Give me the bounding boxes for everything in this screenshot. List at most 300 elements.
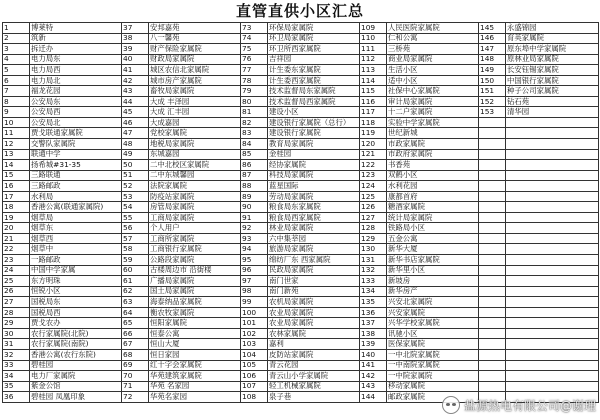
complex-name: 新坡房 (387, 276, 479, 287)
row-number: 83 (241, 128, 268, 139)
complex-name: 林业局家属院 (268, 223, 360, 234)
complex-name: 环卫局家属院 (268, 33, 360, 44)
row-number: 136 (360, 307, 387, 318)
complex-name: 红十字会家属院 (149, 360, 241, 371)
complex-name: 三桥苑 (387, 44, 479, 55)
row-number: 113 (360, 65, 387, 76)
table-row (3, 286, 599, 297)
complex-name: 南门世家 (268, 276, 360, 287)
table-row (3, 65, 599, 76)
row-number: 124 (360, 181, 387, 192)
complex-name (506, 170, 599, 181)
complex-name: 香港公寓(农行东院) (30, 349, 122, 360)
row-number: 71 (122, 381, 149, 392)
complex-name: 海泰纳品家属院 (149, 297, 241, 308)
row-number: 114 (360, 75, 387, 86)
complex-name: 世纪新城 (387, 128, 479, 139)
row-number: 79 (241, 86, 268, 97)
row-number (479, 128, 506, 139)
row-number: 122 (360, 160, 387, 171)
row-number: 68 (122, 349, 149, 360)
complex-name: 环卫所西家属院 (268, 44, 360, 55)
row-number: 131 (360, 255, 387, 266)
row-number (479, 297, 506, 308)
complex-name: 金桂园 (268, 149, 360, 160)
row-number: 82 (241, 117, 268, 128)
row-number: 129 (360, 233, 387, 244)
complex-name: 城区农信北家属院 (149, 65, 241, 76)
row-number: 93 (241, 233, 268, 244)
complex-name: 拆迁办 (30, 44, 122, 55)
row-number: 1 (3, 23, 30, 34)
row-number: 146 (479, 33, 506, 44)
complex-name: 烟草东 (30, 223, 122, 234)
row-number: 66 (122, 328, 149, 339)
row-number: 3 (3, 44, 30, 55)
complex-name: 农行家属院(南院) (30, 339, 122, 350)
complex-name: 广播局家属院 (149, 276, 241, 287)
complex-name: 财政局家属院 (149, 54, 241, 65)
complex-name: 古楼周边市 沿街楼 (149, 265, 241, 276)
complex-name (506, 307, 599, 318)
complex-name (506, 349, 599, 360)
complex-list-table (2, 22, 599, 403)
complex-name: 吉祥园 (268, 54, 360, 65)
row-number: 101 (241, 318, 268, 329)
row-number: 140 (360, 349, 387, 360)
table-row (3, 244, 599, 255)
complex-name: 华苑建筑家属院 (149, 371, 241, 382)
table-row (3, 339, 599, 350)
row-number: 55 (122, 212, 149, 223)
row-number: 49 (122, 149, 149, 160)
row-number (479, 149, 506, 160)
complex-name: 一中院家属院 (387, 371, 479, 382)
row-number: 123 (360, 170, 387, 181)
row-number: 97 (241, 276, 268, 287)
row-number: 104 (241, 349, 268, 360)
complex-name: 工商局家属院 (149, 212, 241, 223)
table-row (3, 307, 599, 318)
complex-name: 农行家属院(北院) (30, 328, 122, 339)
complex-name: 康都首府 (387, 191, 479, 202)
table-row (3, 181, 599, 192)
complex-name: 六中集莘园 (268, 233, 360, 244)
complex-name: 社保中心家属院 (387, 86, 479, 97)
watermark-text: 盐源热电有限公司@谢理 (463, 398, 596, 413)
complex-name: 八一馨苑 (149, 33, 241, 44)
complex-name (506, 233, 599, 244)
complex-name: 一路邮政 (30, 255, 122, 266)
complex-name: 青云山小学家属院 (268, 371, 360, 382)
complex-name: 大成嘉园 (149, 117, 241, 128)
complex-name: 粮食局西家属院 (268, 212, 360, 223)
row-number: 50 (122, 160, 149, 171)
complex-name: 安邦嘉苑 (149, 23, 241, 34)
complex-name: 国土局家属院 (149, 286, 241, 297)
row-number: 91 (241, 212, 268, 223)
row-number: 60 (122, 265, 149, 276)
row-number (479, 360, 506, 371)
row-number: 144 (360, 392, 387, 403)
row-number: 59 (122, 255, 149, 266)
row-number: 132 (360, 265, 387, 276)
row-number (479, 255, 506, 266)
complex-name: 商业局家属院 (387, 54, 479, 65)
row-number: 20 (3, 223, 30, 234)
complex-name: 中国银行家属院 (506, 75, 599, 86)
complex-name: 农业局家属院 (268, 318, 360, 329)
table-row (3, 75, 599, 86)
row-number: 43 (122, 86, 149, 97)
row-number: 48 (122, 139, 149, 150)
row-number: 150 (479, 75, 506, 86)
complex-name: 碧桂园 (30, 360, 122, 371)
row-number: 2 (3, 33, 30, 44)
row-number: 34 (3, 371, 30, 382)
complex-name: 南门新苑 (268, 286, 360, 297)
complex-name: 城市房产家属院 (149, 75, 241, 86)
row-number: 94 (241, 244, 268, 255)
complex-name: 三路邮政 (30, 181, 122, 192)
complex-name (506, 318, 599, 329)
complex-name: 农业局家属院 (268, 307, 360, 318)
table-row (3, 44, 599, 55)
row-number: 72 (122, 392, 149, 403)
row-number: 47 (122, 128, 149, 139)
row-number: 24 (3, 265, 30, 276)
complex-name: 恒山大厦 (149, 339, 241, 350)
complex-name: 电力厂家属院 (30, 371, 122, 382)
table-row (3, 54, 599, 65)
complex-name: 环保局家属院 (268, 23, 360, 34)
complex-name: 福龙花园 (30, 86, 122, 97)
row-number (479, 286, 506, 297)
complex-name: 二中东城馨园 (149, 170, 241, 181)
row-number (479, 307, 506, 318)
complex-name: 市政家属院 (387, 139, 479, 150)
complex-name: 地税局家属院 (149, 139, 241, 150)
table-row (3, 202, 599, 213)
table-row (3, 191, 599, 202)
row-number (479, 328, 506, 339)
complex-name: 联通中学 (30, 149, 122, 160)
complex-name (506, 371, 599, 382)
row-number: 14 (3, 160, 30, 171)
row-number: 76 (241, 54, 268, 65)
row-number: 51 (122, 170, 149, 181)
complex-name: 原林业局家属院 (506, 54, 599, 65)
complex-name: 长安钰锡家属院 (506, 65, 599, 76)
row-number: 116 (360, 96, 387, 107)
complex-name: 一中北院家属院 (387, 349, 479, 360)
table-row (3, 381, 599, 392)
complex-name: 恒阳家属院 (149, 318, 241, 329)
row-number: 63 (122, 297, 149, 308)
row-number: 65 (122, 318, 149, 329)
complex-name: 电力局西 (30, 65, 122, 76)
row-number: 86 (241, 160, 268, 171)
row-number: 12 (3, 139, 30, 150)
row-number: 57 (122, 233, 149, 244)
row-number: 27 (3, 297, 30, 308)
table-row (3, 360, 599, 371)
row-number: 25 (3, 276, 30, 287)
complex-name: 三路联通 (30, 170, 122, 181)
row-number (479, 381, 506, 392)
row-number: 147 (479, 44, 506, 55)
row-number (479, 244, 506, 255)
complex-name: 新华房产 (387, 286, 479, 297)
row-number: 53 (122, 191, 149, 202)
row-number: 134 (360, 286, 387, 297)
row-number: 92 (241, 223, 268, 234)
row-number (479, 223, 506, 234)
table-row (3, 328, 599, 339)
complex-name: 计生委东家属院 (268, 65, 360, 76)
table-row (3, 128, 599, 139)
row-number: 127 (360, 212, 387, 223)
complex-name: 育英家属院 (506, 33, 599, 44)
row-number: 58 (122, 244, 149, 255)
row-number: 13 (3, 149, 30, 160)
complex-name: 人民医院家属院 (387, 23, 479, 34)
row-number: 112 (360, 54, 387, 65)
row-number: 78 (241, 75, 268, 86)
complex-name: 市政府家属院 (387, 149, 479, 160)
complex-name: 东城嘉园 (149, 149, 241, 160)
complex-name: 轻工机械家属院 (268, 381, 360, 392)
complex-name (506, 244, 599, 255)
complex-name: 原东埠中学家属院 (506, 44, 599, 55)
complex-name: 旅游局家属院 (268, 244, 360, 255)
row-number: 39 (122, 44, 149, 55)
row-number: 22 (3, 244, 30, 255)
row-number: 121 (360, 149, 387, 160)
row-number: 151 (479, 86, 506, 97)
row-number: 18 (3, 202, 30, 213)
row-number: 100 (241, 307, 268, 318)
row-number: 30 (3, 328, 30, 339)
row-number: 45 (122, 107, 149, 118)
row-number: 16 (3, 181, 30, 192)
row-number: 89 (241, 191, 268, 202)
table-row (3, 86, 599, 97)
complex-name (506, 297, 599, 308)
complex-name (506, 255, 599, 266)
complex-name: 工商银行家属院 (149, 244, 241, 255)
row-number: 152 (479, 96, 506, 107)
row-number: 35 (3, 381, 30, 392)
row-number: 41 (122, 65, 149, 76)
row-number: 117 (360, 107, 387, 118)
row-number: 26 (3, 286, 30, 297)
complex-name: 烟草中 (30, 244, 122, 255)
complex-name: 工商所家属院 (149, 233, 241, 244)
row-number: 98 (241, 286, 268, 297)
row-number (479, 339, 506, 350)
row-number: 29 (3, 318, 30, 329)
row-number (479, 233, 506, 244)
table-row (3, 117, 599, 128)
table-row (3, 139, 599, 150)
row-number: 37 (122, 23, 149, 34)
row-number: 84 (241, 139, 268, 150)
complex-name (506, 117, 599, 128)
complex-name: 贾戈农办 (30, 318, 122, 329)
complex-name: 中国中学家属 (30, 265, 122, 276)
table-row (3, 160, 599, 171)
table-row (3, 223, 599, 234)
complex-name: 实验中学家属院 (387, 117, 479, 128)
row-number: 143 (360, 381, 387, 392)
page-title: 直管直供小区汇总 (235, 2, 364, 20)
complex-name: 扬希城#31-35 (30, 160, 122, 171)
row-number: 38 (122, 33, 149, 44)
row-number: 85 (241, 149, 268, 160)
table-row (3, 371, 599, 382)
complex-name: 房管局家属院 (149, 202, 241, 213)
row-number: 103 (241, 339, 268, 350)
complex-name: 筑新 (30, 33, 122, 44)
complex-name: 医保家属院 (387, 339, 479, 350)
table-row (3, 233, 599, 244)
table-row (3, 297, 599, 308)
row-number: 44 (122, 96, 149, 107)
complex-name: 碧桂园 凤凰印象 (30, 392, 122, 403)
complex-name: 种子公司家属院 (506, 86, 599, 97)
complex-name (506, 139, 599, 150)
complex-name (506, 212, 599, 223)
table-row (3, 23, 599, 34)
table-row (3, 318, 599, 329)
complex-name: 国税局西 (30, 307, 122, 318)
row-number: 61 (122, 276, 149, 287)
complex-name: 二中北校区家属院 (149, 160, 241, 171)
row-number: 7 (3, 86, 30, 97)
wechat-icon (442, 396, 460, 414)
complex-name: 讯驰小区 (387, 328, 479, 339)
complex-name: 畜牧局家属院 (149, 86, 241, 97)
row-number: 10 (3, 117, 30, 128)
row-number: 153 (479, 107, 506, 118)
row-number: 15 (3, 170, 30, 181)
complex-name (506, 160, 599, 171)
complex-name: 经协家属院 (268, 160, 360, 171)
row-number: 21 (3, 233, 30, 244)
row-number: 130 (360, 244, 387, 255)
row-number: 106 (241, 371, 268, 382)
complex-name (506, 181, 599, 192)
complex-name (506, 381, 599, 392)
complex-name: 审计局家属院 (387, 96, 479, 107)
row-number: 75 (241, 44, 268, 55)
complex-name: 香港公寓(联通家属院) (30, 202, 122, 213)
row-number: 118 (360, 117, 387, 128)
row-number: 138 (360, 328, 387, 339)
row-number: 32 (3, 349, 30, 360)
complex-name: 烟草局 (30, 212, 122, 223)
row-number: 31 (3, 339, 30, 350)
row-number: 149 (479, 65, 506, 76)
row-number: 6 (3, 75, 30, 86)
complex-name: 一中南院家属院 (387, 360, 479, 371)
complex-name (506, 360, 599, 371)
complex-name: 公安局东 (30, 96, 122, 107)
row-number: 128 (360, 223, 387, 234)
complex-name: 嘉利 (268, 339, 360, 350)
complex-name: 青云花园 (268, 360, 360, 371)
complex-name: 电力局东 (30, 54, 122, 65)
row-number (479, 212, 506, 223)
table-body (3, 23, 599, 403)
complex-name: 电力局北 (30, 75, 122, 86)
row-number: 133 (360, 276, 387, 287)
complex-name: 个人用户 (149, 223, 241, 234)
row-number: 96 (241, 265, 268, 276)
row-number: 105 (241, 360, 268, 371)
row-number: 67 (122, 339, 149, 350)
complex-name: 紫金公馆 (30, 381, 122, 392)
table-row (3, 33, 599, 44)
complex-name: 大成 丰泽园 (149, 96, 241, 107)
table-row (3, 107, 599, 118)
complex-name: 国税局东 (30, 297, 122, 308)
complex-name: 新华大厦 (387, 244, 479, 255)
complex-name: 双鹤小区 (387, 170, 479, 181)
row-number: 119 (360, 128, 387, 139)
table-row (3, 276, 599, 287)
complex-name: 新华里小区 (387, 265, 479, 276)
complex-name: 教育局家属院 (268, 139, 360, 150)
complex-name: 农林家属院 (268, 328, 360, 339)
row-number: 69 (122, 360, 149, 371)
complex-name: 生活小区 (387, 65, 479, 76)
complex-name: 防疫站家属院 (149, 191, 241, 202)
complex-name: 博莱特 (30, 23, 122, 34)
row-number: 62 (122, 286, 149, 297)
row-number (479, 202, 506, 213)
complex-name: 烟草西 (30, 233, 122, 244)
row-number: 5 (3, 65, 30, 76)
complex-name: 十二户家属院 (387, 107, 479, 118)
row-number: 54 (122, 202, 149, 213)
complex-name (506, 339, 599, 350)
row-number: 17 (3, 191, 30, 202)
complex-name: 建设小区 (268, 107, 360, 118)
complex-name: 党校家属院 (149, 128, 241, 139)
complex-name: 衡农牧家属院 (149, 307, 241, 318)
complex-name: 铁路局小区 (387, 223, 479, 234)
row-number: 107 (241, 381, 268, 392)
complex-name (506, 276, 599, 287)
complex-name: 邮政家属院 (387, 392, 479, 403)
complex-name: 财产保险家属院 (149, 44, 241, 55)
row-number: 9 (3, 107, 30, 118)
complex-name (506, 286, 599, 297)
complex-name: 新华书店家属院 (387, 255, 479, 266)
complex-name (506, 149, 599, 160)
row-number (479, 170, 506, 181)
row-number (479, 349, 506, 360)
table-row (3, 149, 599, 160)
complex-name: 兴安家属院 (387, 307, 479, 318)
row-number (479, 160, 506, 171)
complex-name (506, 128, 599, 139)
complex-name: 东方明珠 (30, 276, 122, 287)
complex-name: 恒泰公寓 (149, 328, 241, 339)
table-row (3, 265, 599, 276)
